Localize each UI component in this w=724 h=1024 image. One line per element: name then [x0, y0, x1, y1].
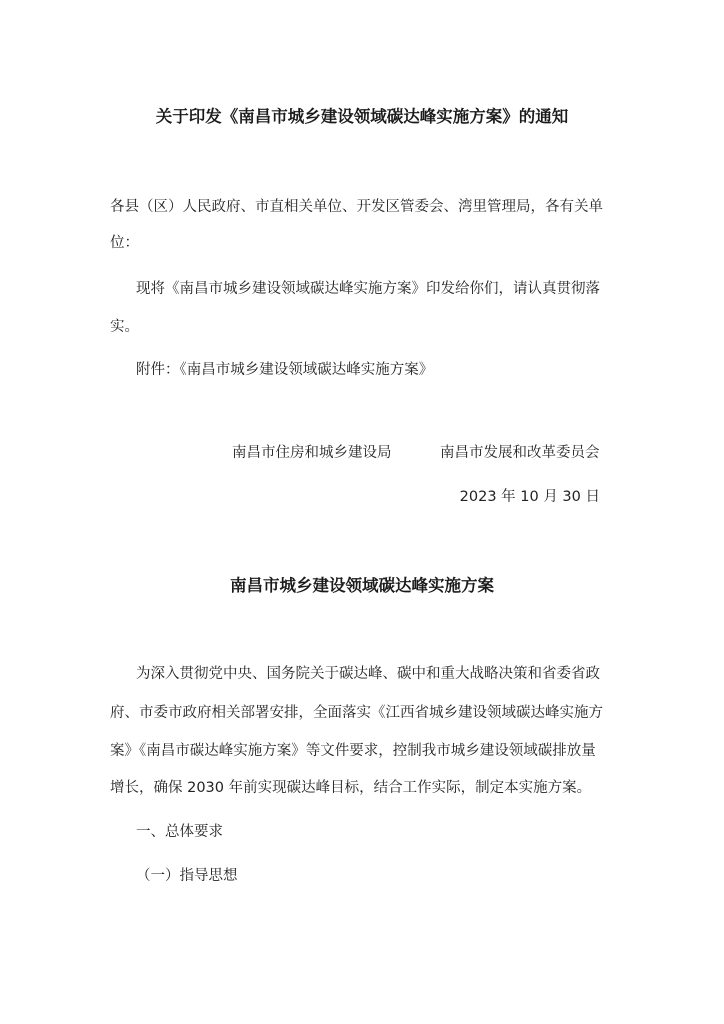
notice-recipients-line-1: 各县（区）人民政府、市直相关单位、开发区管委会、湾里管理局，各有关单 [110, 199, 603, 215]
notice-recipients-line-2: 位： [110, 235, 139, 251]
plan-intro-line-3: 案》《南昌市碳达峰实施方案》等文件要求，控制我市城乡建设领域碳排放量 [110, 743, 596, 759]
notice-date: 2023 年 10 月 30 日 [459, 489, 600, 505]
notice-body-line-2: 实。 [110, 319, 139, 335]
notice-issuer-housing-bureau: 南昌市住房和城乡建设局 [232, 445, 392, 461]
notice-attachment: 附件：《南昌市城乡建设领域碳达峰实施方案》 [136, 362, 434, 378]
section-heading-general-requirements: 一、总体要求 [136, 824, 223, 840]
subsection-heading-guiding-ideology: （一）指导思想 [136, 868, 238, 884]
notice-issuer-development-commission: 南昌市发展和改革委员会 [440, 445, 600, 461]
notice-title: 关于印发《南昌市城乡建设领域碳达峰实施方案》的通知 [155, 107, 569, 126]
plan-intro-line-4: 增长，确保 2030 年前实现碳达峰目标，结合工作实际，制定本实施方案。 [110, 780, 592, 796]
plan-intro-line-1: 为深入贯彻党中央、国务院关于碳达峰、碳中和重大战略决策和省委省政 [136, 666, 600, 682]
plan-intro-line-2: 府、市委市政府相关部署安排，全面落实《江西省城乡建设领域碳达峰实施方 [110, 705, 603, 721]
notice-body-line-1: 现将《南昌市城乡建设领域碳达峰实施方案》印发给你们，请认真贯彻落 [136, 281, 600, 297]
plan-title: 南昌市城乡建设领域碳达峰实施方案 [230, 576, 494, 595]
